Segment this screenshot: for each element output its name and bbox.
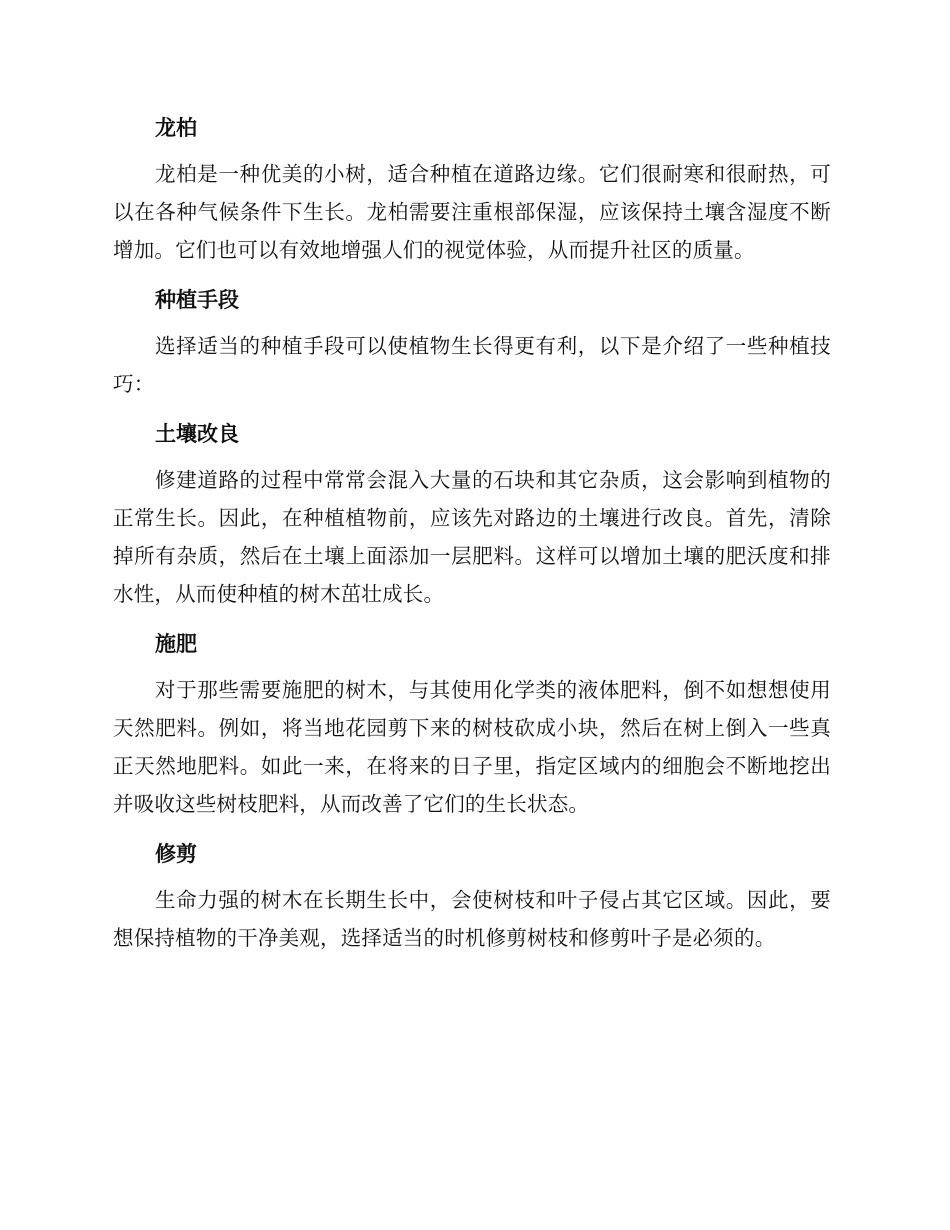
- section-paragraph-pruning: 生命力强的树木在长期生长中，会使树枝和叶子侵占其它区域。因此，要想保持植物的干净美观，选择适当的时机修剪树枝和修剪叶子是必须的。: [113, 888, 831, 950]
- section-heading-longbai: 龙柏: [155, 116, 197, 140]
- section-paragraph-planting-methods: 选择适当的种植手段可以使植物生长得更有利，以下是介绍了一些种植技巧：: [113, 334, 831, 396]
- section-paragraph-soil-improvement: 修建道路的过程中常常会混入大量的石块和其它杂质，这会影响到植物的正常生长。因此，在种植植物前，应该先对路边的土壤进行改良。首先，清除掉所有杂质，然后在土壤上面添加一层肥料。这样可以增加土壤的肥沃度和排水性，从而使种植的树木茁壮成长。: [113, 468, 831, 606]
- document-body: [113, 108, 831, 968]
- section-heading-fertilizing: 施肥: [155, 632, 197, 656]
- section-heading-planting-methods: 种植手段: [155, 288, 239, 312]
- section-heading-pruning: 修剪: [155, 842, 197, 866]
- section-paragraph-fertilizing: 对于那些需要施肥的树木，与其使用化学类的液体肥料，倒不如想想使用天然肥料。例如，将当地花园剪下来的树枝砍成小块，然后在树上倒入一些真正天然地肥料。如此一来，在将来的日子里，指定区域内的细胞会不断地挖出并吸收这些树枝肥料，从而改善了它们的生长状态。: [113, 678, 831, 816]
- section-paragraph-longbai: 龙柏是一种优美的小树，适合种植在道路边缘。它们很耐寒和很耐热，可以在各种气候条件下生长。龙柏需要注重根部保湿，应该保持土壤含湿度不断增加。它们也可以有效地增强人们的视觉体验，从而提升社区的质量。: [113, 162, 831, 262]
- section-heading-soil-improvement: 土壤改良: [155, 422, 239, 446]
